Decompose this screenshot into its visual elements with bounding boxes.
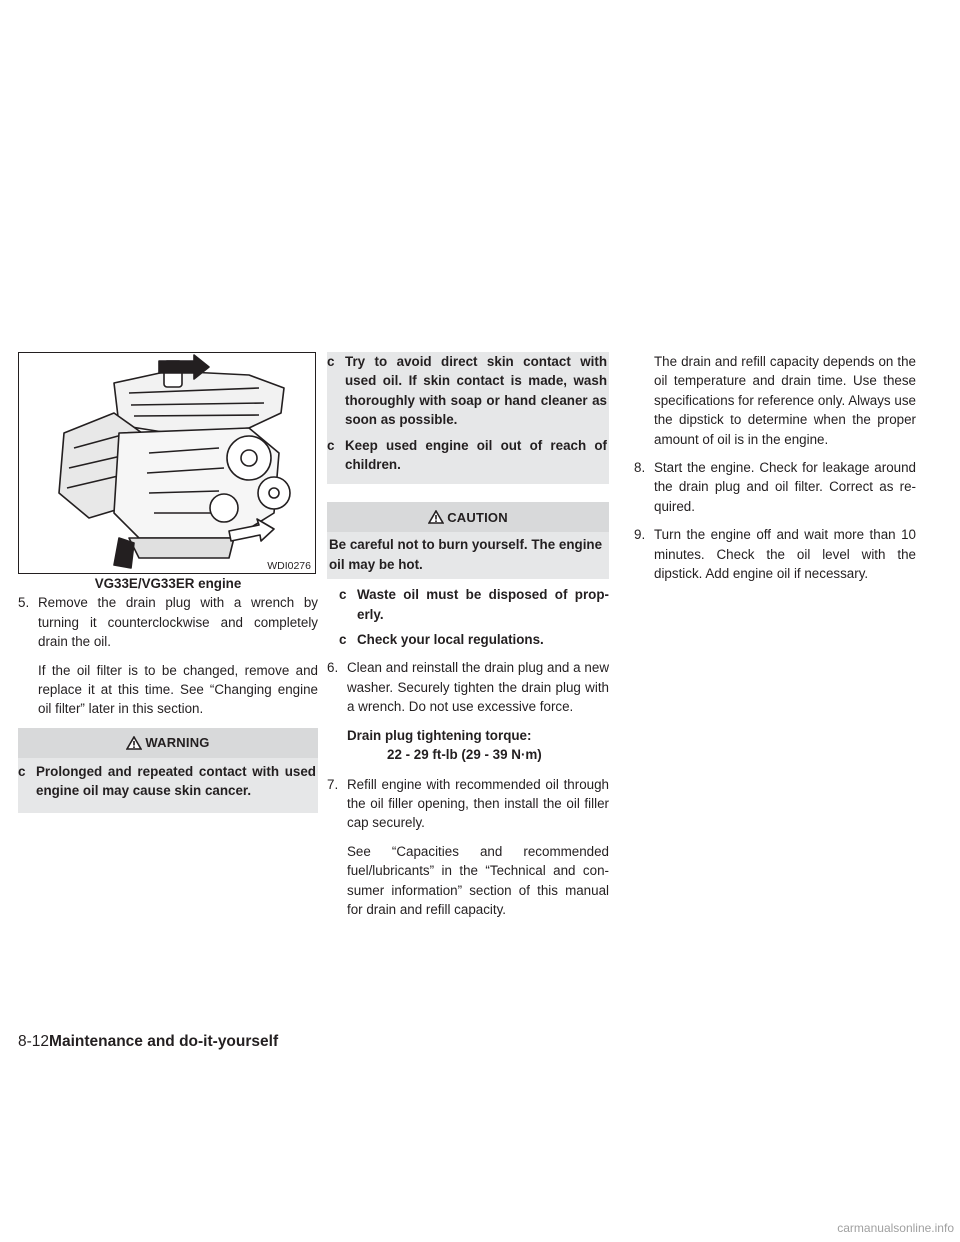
warning-bullet: [18, 762, 316, 801]
step-6-number: 6.: [327, 660, 339, 676]
bullet-icon: c: [18, 763, 26, 779]
warning-bullet-text: Try to avoid direct skin contact with used oil. If skin contact is made, wash thoroughly with soap or hand cleaner as soon as possible.: [345, 354, 607, 428]
step-8-number: 8.: [634, 460, 646, 476]
caution-body: [327, 532, 609, 579]
step-9: [634, 525, 916, 583]
page-number: 8-12: [18, 1033, 50, 1050]
step-7-number: 7.: [327, 776, 339, 792]
step-7-note: See “Capacities and recommended fuel/lubricants” in the “Technical and con- sumer information” section of this manual for drain and refill capacity.: [347, 843, 609, 917]
torque-spec: [327, 726, 609, 765]
section-title: Maintenance and do-it-yourself: [49, 1033, 279, 1050]
step-6-text: Clean and reinstall the drain plug and a new washer. Securely tighten the drain plug with a wrench. Do not use excessive force.: [347, 660, 609, 715]
step-5-note: If the oil filter is to be changed, remove and replace it at this time. See “Changing engine oil filter” later in this section.: [38, 662, 318, 717]
watermark: carmanualsonline.info: [837, 1220, 954, 1235]
engine-figure: [18, 352, 316, 574]
warning-triangle-icon: [428, 510, 444, 524]
caution-text: Be careful not to burn yourself. The engine oil may be hot.: [329, 537, 603, 572]
step-7: [327, 775, 609, 833]
caution-label: CAUTION: [447, 509, 508, 525]
caution-bullet-text: Waste oil must be disposed of prop- erly.: [357, 587, 609, 622]
caution-bullet-text: Check your local regulations.: [357, 632, 544, 648]
warning-header: [18, 728, 318, 758]
warning-label: WARNING: [145, 735, 210, 751]
step-7-text: Refill engine with recommended oil through the oil filler opening, then install the oil filler cap securely.: [347, 776, 609, 831]
step-8: [634, 458, 916, 516]
page-footer: [18, 1033, 278, 1051]
warning-bullet: [327, 436, 607, 475]
step-8-text: Start the engine. Check for leakage around the drain plug and oil filter. Correct as re- quired.: [654, 460, 916, 514]
warning-body-continued: [327, 352, 609, 484]
caution-bullet: [327, 585, 609, 624]
torque-value: 22 - 29 ft-lb (29 - 39 N·m): [387, 747, 542, 763]
bullet-icon: c: [339, 587, 347, 603]
caution-header: [327, 502, 609, 532]
column-2: [327, 352, 609, 928]
engine-illustration: [19, 353, 315, 573]
figure-id: WDI0276: [267, 560, 311, 572]
step-9-text: Turn the engine off and wait more than 10 minutes. Check the oil level with the dipstick. Add engine oil if necessary.: [654, 527, 916, 582]
warning-triangle-icon: [126, 736, 142, 750]
step-5-number: 5.: [18, 595, 30, 611]
step-5-text: Remove the drain plug with a wrench by turning it counterclockwise and completely drain the oil.: [38, 595, 318, 650]
warning-bullet-text: Keep used engine oil out of reach of children.: [345, 437, 607, 473]
warning-bullet-text: Prolonged and repeated contact with used engine oil may cause skin cancer.: [36, 763, 316, 799]
caution-bullet: [327, 630, 609, 649]
warning-bullet: [327, 352, 607, 430]
step-6: [327, 658, 609, 716]
bullet-icon: c: [327, 354, 335, 369]
bullet-icon: c: [339, 632, 347, 648]
warning-body: [18, 758, 318, 813]
figure-caption: VG33E/VG33ER engine: [94, 576, 242, 591]
column-1: [18, 352, 318, 813]
step-5: [18, 593, 318, 651]
step-9-number: 9.: [634, 527, 646, 543]
bullet-icon: c: [327, 437, 335, 453]
step-7-continued: The drain and refill capacity depends on the oil temperature and drain time. Use these specifications for reference only. Always use the dipstick to determine when the proper amount of oil is in the engine.: [654, 354, 916, 447]
caution-bullets: [327, 585, 609, 649]
torque-label: Drain plug tightening torque:: [347, 727, 532, 743]
column-3: [634, 352, 916, 592]
